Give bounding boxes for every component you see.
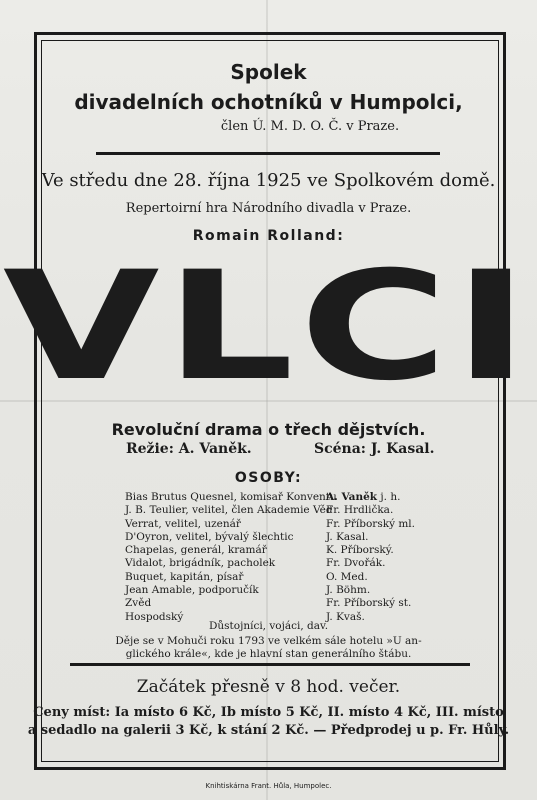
- cast-actor: J. Böhm.: [326, 584, 371, 597]
- repertoire-note: Repertoirní hra Národního divadla v Praze.: [125, 201, 412, 216]
- setting-line-1: Děje se v Mohuči roku 1793 ve velkém sále hotelu »U an-: [115, 635, 422, 647]
- prices-line-2: a sedadlo na galerii 3 Kč, k stání 2 Kč. — Předprodej u p. Fr. Hůly.: [27, 723, 510, 738]
- start-time: Začátek přesně v 8 hod. večer.: [136, 677, 401, 697]
- scene-credit: Scéna: J. Kasal.: [314, 441, 435, 457]
- cast-row: [125, 544, 445, 557]
- cast-actor: Fr. Hrdlička.: [326, 504, 394, 517]
- cast-row: [125, 597, 445, 610]
- cast-actor-suffix: j. h.: [377, 491, 401, 503]
- society-membership: člen Ú. M. D. O. Č. v Praze.: [220, 119, 400, 134]
- setting-line-2: glického krále«, kde je hlavní stan generálního štábu.: [125, 648, 412, 660]
- cast-actor: J. Kvaš.: [326, 610, 365, 623]
- cast-row: [125, 531, 445, 544]
- cast-row: [125, 504, 445, 517]
- performance-date: Ve středu dne 28. října 1925 ve Spolkovém domě.: [41, 170, 496, 191]
- divider-bottom: [70, 663, 470, 666]
- prices-line-1: Ceny míst: Ia místo 6 Kč, Ib místo 5 Kč, II. místo 4 Kč, III. místo: [33, 705, 504, 720]
- cast-actor: Fr. Příborský ml.: [326, 517, 416, 530]
- cast-extras: Důstojníci, vojáci, dav.: [208, 620, 329, 632]
- cast-actor: K. Příborský.: [326, 544, 394, 557]
- cast-list: [125, 491, 445, 624]
- cast-actor: O. Med.: [326, 570, 368, 583]
- cast-role: Buquet, kapitán, písař: [125, 570, 244, 583]
- cast-actor: [326, 491, 400, 503]
- director-credit: Režie: A. Vaněk.: [126, 441, 252, 457]
- cast-actor-name: A. Vaněk: [326, 491, 378, 503]
- cast-role: Verrat, velitel, uzenář: [125, 517, 241, 530]
- cast-actor: Fr. Příborský st.: [326, 597, 412, 610]
- cast-row: [125, 584, 445, 597]
- cast-row: [125, 557, 445, 570]
- society-name: divadelních ochotníků v Humpolci,: [74, 90, 463, 114]
- society-line-1: Spolek: [230, 60, 307, 84]
- printer-imprint: Knihtiskárna Frant. Hůla, Humpolec.: [205, 782, 332, 790]
- cast-row: [125, 518, 445, 531]
- cast-actor: Fr. Dvořák.: [326, 557, 386, 570]
- cast-role: Hospodský: [125, 610, 184, 623]
- cast-role: Zvěd: [125, 597, 152, 610]
- cast-role: D'Oyron, velitel, bývalý šlechtic: [125, 530, 294, 543]
- cast-heading: OSOBY:: [234, 470, 303, 486]
- cast-role: Jean Amable, podporučík: [125, 584, 259, 597]
- cast-role: Chapelas, generál, kramář: [125, 544, 267, 557]
- cast-role: Vidalot, brigádník, pacholek: [125, 557, 276, 570]
- play-title: VLCI: [2, 240, 535, 414]
- cast-row: [125, 571, 445, 584]
- cast-role: Bias Brutus Quesnel, komisař Konventu: [125, 491, 337, 503]
- author-name: Romain Rolland:: [192, 228, 345, 244]
- cast-row: [125, 491, 445, 504]
- cast-actor: J. Kasal.: [326, 530, 369, 543]
- play-subtitle: Revoluční drama o třech dějstvích.: [111, 420, 426, 439]
- cast-role: J. B. Teulier, velitel, člen Akademie Věd: [125, 504, 333, 517]
- divider-top: [96, 152, 440, 155]
